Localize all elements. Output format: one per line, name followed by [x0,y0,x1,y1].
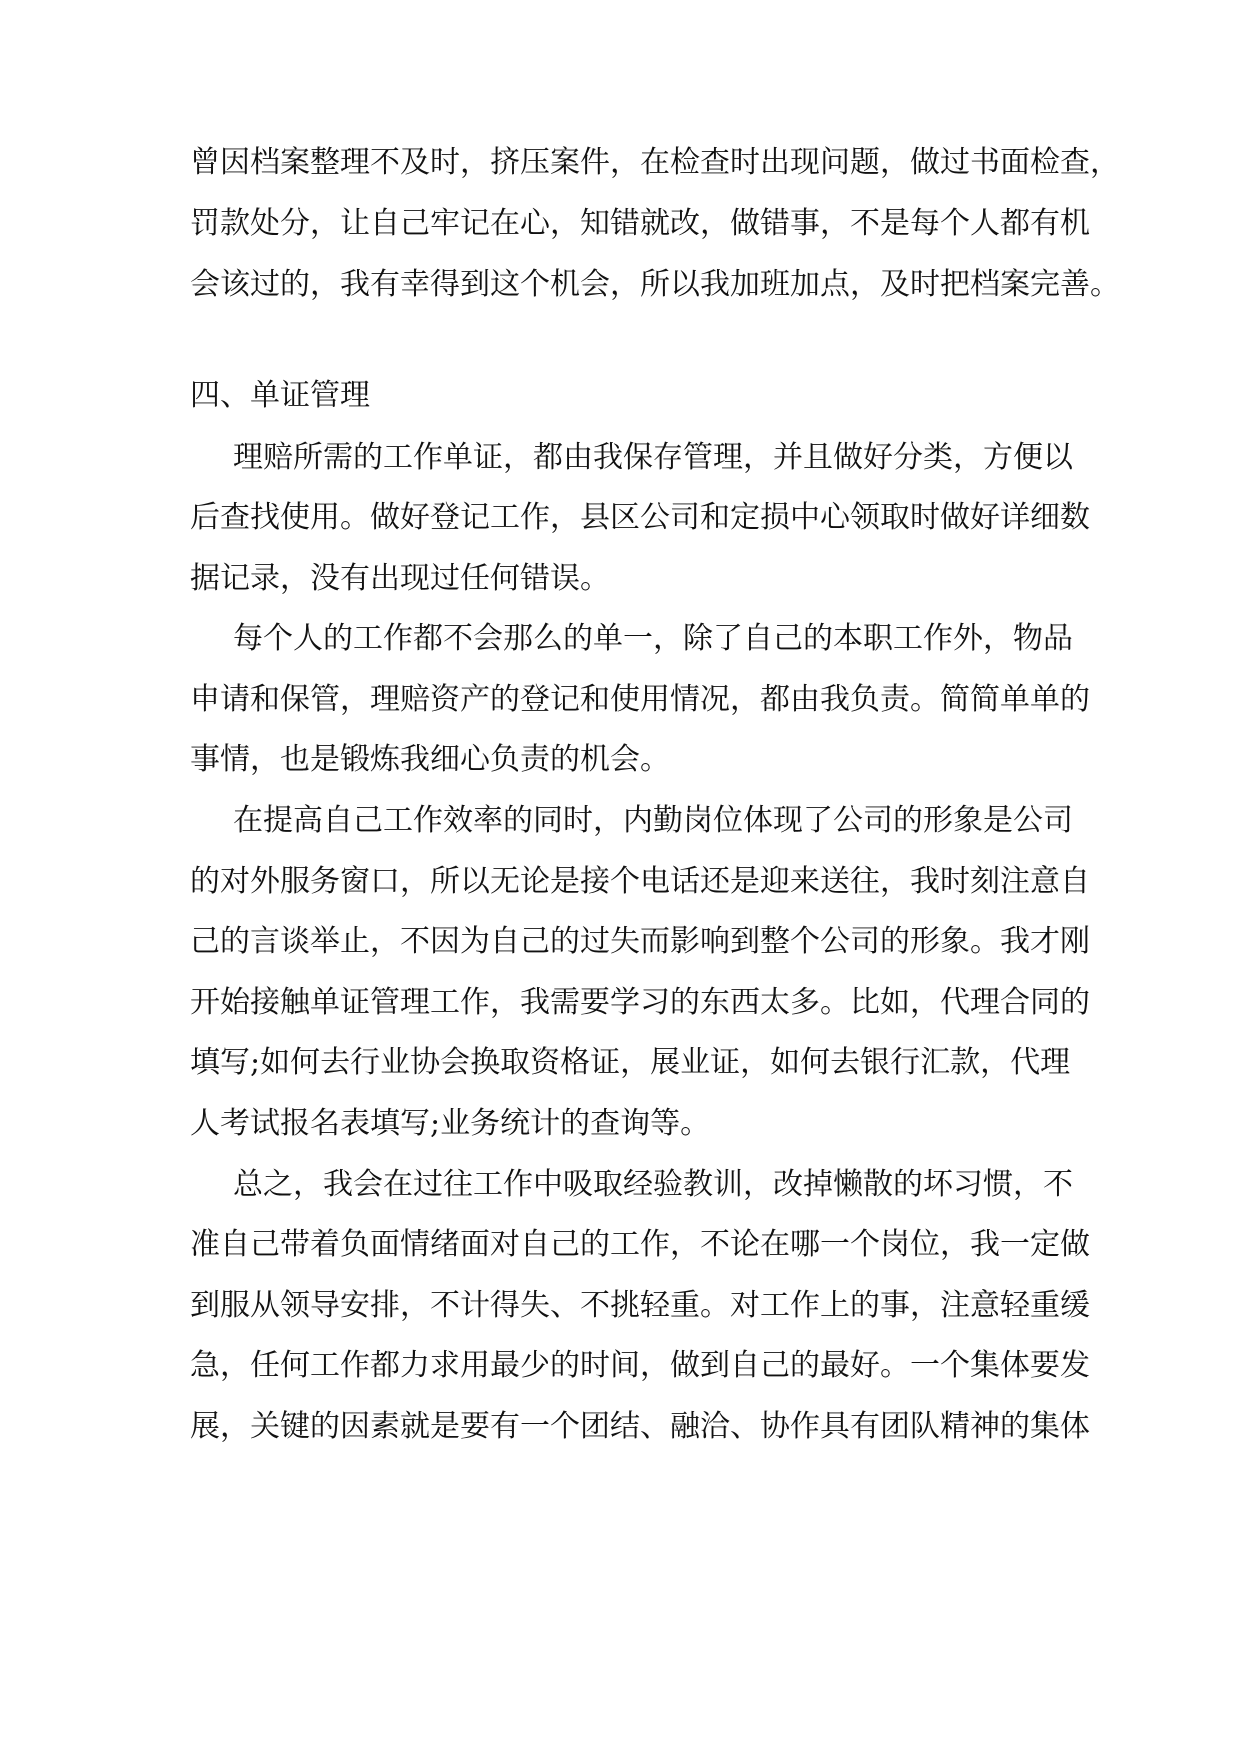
text-line: 总之，我会在过往工作中吸取经验教训，改掉懒散的坏习惯，不 [233,1167,1073,1202]
text-line: 罚款处分，让自己牢记在心，知错就改，做错事，不是每个人都有机 [190,206,1090,241]
text-line: 准自己带着负面情绪面对自己的工作，不论在哪一个岗位，我一定做 [190,1227,1090,1262]
text-line: 每个人的工作都不会那么的单一，除了自己的本职工作外，物品 [233,621,1073,656]
text-line: 曾因档案整理不及时，挤压案件，在检查时出现问题，做过书面检查， [190,145,1120,180]
text-line: 据记录，没有出现过任何错误。 [190,561,610,596]
text-line: 开始接触单证管理工作，我需要学习的东西太多。比如，代理合同的 [190,985,1090,1020]
text-line: 到服从领导安排，不计得失、不挑轻重。对工作上的事，注意轻重缓 [190,1288,1090,1323]
text-line: 的对外服务窗口，所以无论是接个电话还是迎来送往，我时刻注意自 [190,864,1090,899]
text-line: 填写;如何去行业协会换取资格证，展业证，如何去银行汇款，代理 [190,1045,1071,1080]
text-line: 在提高自己工作效率的同时，内勤岗位体现了公司的形象是公司 [233,803,1073,838]
text-line: 急，任何工作都力求用最少的时间，做到自己的最好。一个集体要发 [190,1348,1090,1383]
text-line: 申请和保管，理赔资产的登记和使用情况，都由我负责。简简单单的 [190,682,1090,717]
text-line: 己的言谈举止，不因为自己的过失而影响到整个公司的形象。我才刚 [190,924,1090,959]
text-line: 理赔所需的工作单证，都由我保存管理，并且做好分类，方便以 [233,440,1073,475]
text-line: 后查找使用。做好登记工作，县区公司和定损中心领取时做好详细数 [190,500,1090,535]
text-line: 事情，也是锻炼我细心负责的机会。 [190,742,670,777]
section-heading: 四、单证管理 [190,378,370,413]
text-line: 人考试报名表填写;业务统计的查询等。 [190,1106,711,1141]
text-line: 展，关键的因素就是要有一个团结、融洽、协作具有团队精神的集体 [190,1409,1090,1444]
text-line: 会该过的，我有幸得到这个机会，所以我加班加点，及时把档案完善。 [190,267,1120,302]
